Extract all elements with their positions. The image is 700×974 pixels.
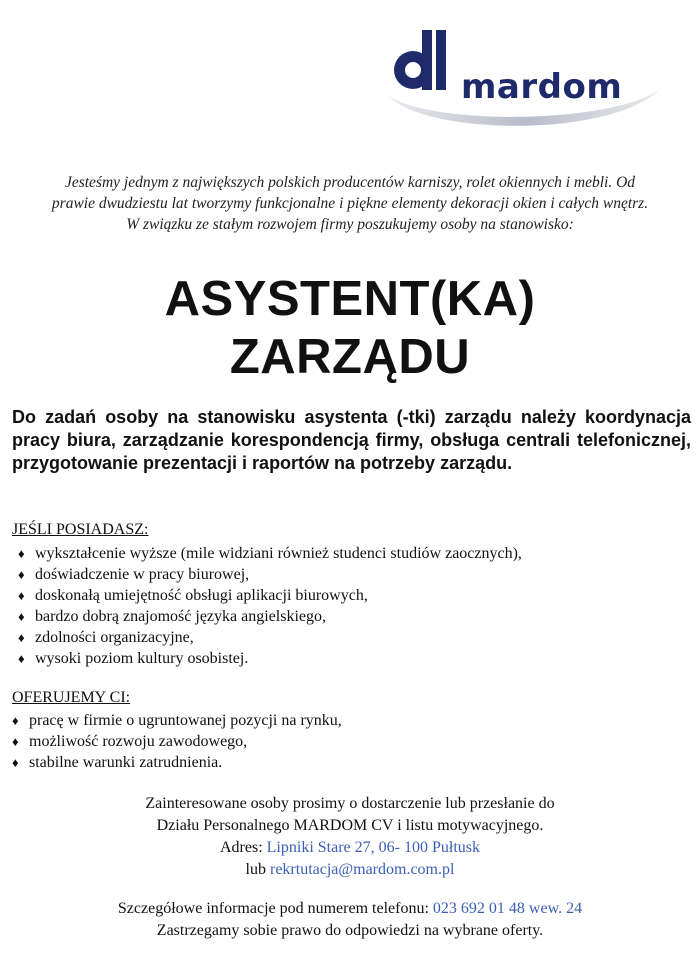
list-item: ♦ możliwość rozwoju zawodowego,	[12, 733, 248, 750]
diamond-bullet-icon: ♦	[18, 546, 25, 561]
phone-line: Szczegółowe informacje pod numerem telefonu: 023 692 01 48 wew. 24	[117, 900, 583, 917]
reservation-note: Zastrzegamy sobie prawo do odpowiedzi na wybrane oferty.	[156, 922, 544, 939]
diamond-bullet-icon: ♦	[18, 567, 25, 582]
contact-block	[0, 793, 700, 881]
diamond-bullet-icon: ♦	[12, 713, 19, 728]
offer-list	[12, 710, 342, 773]
address-line: Adres: Lipniki Stare 27, 06- 100 Pułtusk	[220, 839, 480, 856]
intro-text	[10, 172, 690, 235]
logo-wordmark: mardom	[461, 67, 623, 107]
diamond-bullet-icon: ♦	[18, 609, 25, 624]
phone-number[interactable]: 023 692 01 48 wew. 24	[432, 900, 583, 917]
company-logo	[385, 18, 665, 128]
offer-title: OFERUJEMY CI:	[12, 689, 131, 706]
contact-line-1: Zainteresowane osoby prosimy o dostarczenie lub przesłanie do	[145, 795, 555, 812]
requirements-title: JEŚLI POSIADASZ:	[12, 521, 149, 538]
job-title	[0, 270, 700, 386]
list-item: ♦ wysoki poziom kultury osobistej.	[18, 650, 249, 667]
logo-mark-icon	[385, 18, 465, 108]
list-item: ♦ pracę w firmie o ugruntowanej pozycji na rynku,	[12, 712, 342, 729]
intro-line: W związku ze stałym rozwojem firmy poszukujemy osoby na stanowisko:	[126, 216, 574, 233]
requirements-list	[18, 543, 522, 669]
phone-block	[0, 898, 700, 942]
intro-line: Jesteśmy jednym z największych polskich producentów karniszy, rolet okiennych i mebli. Od	[64, 174, 636, 191]
duties-paragraph: Do zadań osoby na stanowisku asystenta (-tki) zarządu należy koordynacja pracy biura, zarządzanie korespondencją firmy, obsługa centrali telefonicznej, przygotowanie prezentacji i raportów na potrzeby zarządu.	[12, 407, 691, 473]
diamond-bullet-icon: ♦	[18, 630, 25, 645]
list-item: ♦ doskonałą umiejętność obsługi aplikacji biurowych,	[18, 587, 368, 604]
list-item: ♦ bardzo dobrą znajomość języka angielskiego,	[18, 608, 326, 625]
intro-line: prawie dwudziestu lat tworzymy funkcjonalne i piękne elementy dekoracji okien i całych wnętrz.	[51, 195, 649, 212]
job-title-line-1: ASYSTENT(KA)	[164, 272, 536, 326]
list-item: ♦ zdolności organizacyjne,	[18, 629, 194, 646]
job-title-line-2: ZARZĄDU	[229, 330, 471, 384]
diamond-bullet-icon: ♦	[18, 588, 25, 603]
list-item: ♦ wykształcenie wyższe (mile widziani również studenci studiów zaocznych),	[18, 545, 522, 562]
diamond-bullet-icon: ♦	[12, 734, 19, 749]
diamond-bullet-icon: ♦	[18, 651, 25, 666]
email-line: lub rekrtutacja@mardom.com.pl	[245, 861, 455, 878]
email-link[interactable]: rekrtutacja@mardom.com.pl	[270, 861, 455, 878]
list-item: ♦ doświadczenie w pracy biurowej,	[18, 566, 250, 583]
list-item: ♦ stabilne warunki zatrudnienia.	[12, 754, 223, 771]
diamond-bullet-icon: ♦	[12, 755, 19, 770]
address-value: Lipniki Stare 27, 06- 100 Pułtusk	[266, 839, 480, 856]
contact-line-2: Działu Personalnego MARDOM CV i listu motywacyjnego.	[156, 817, 544, 834]
